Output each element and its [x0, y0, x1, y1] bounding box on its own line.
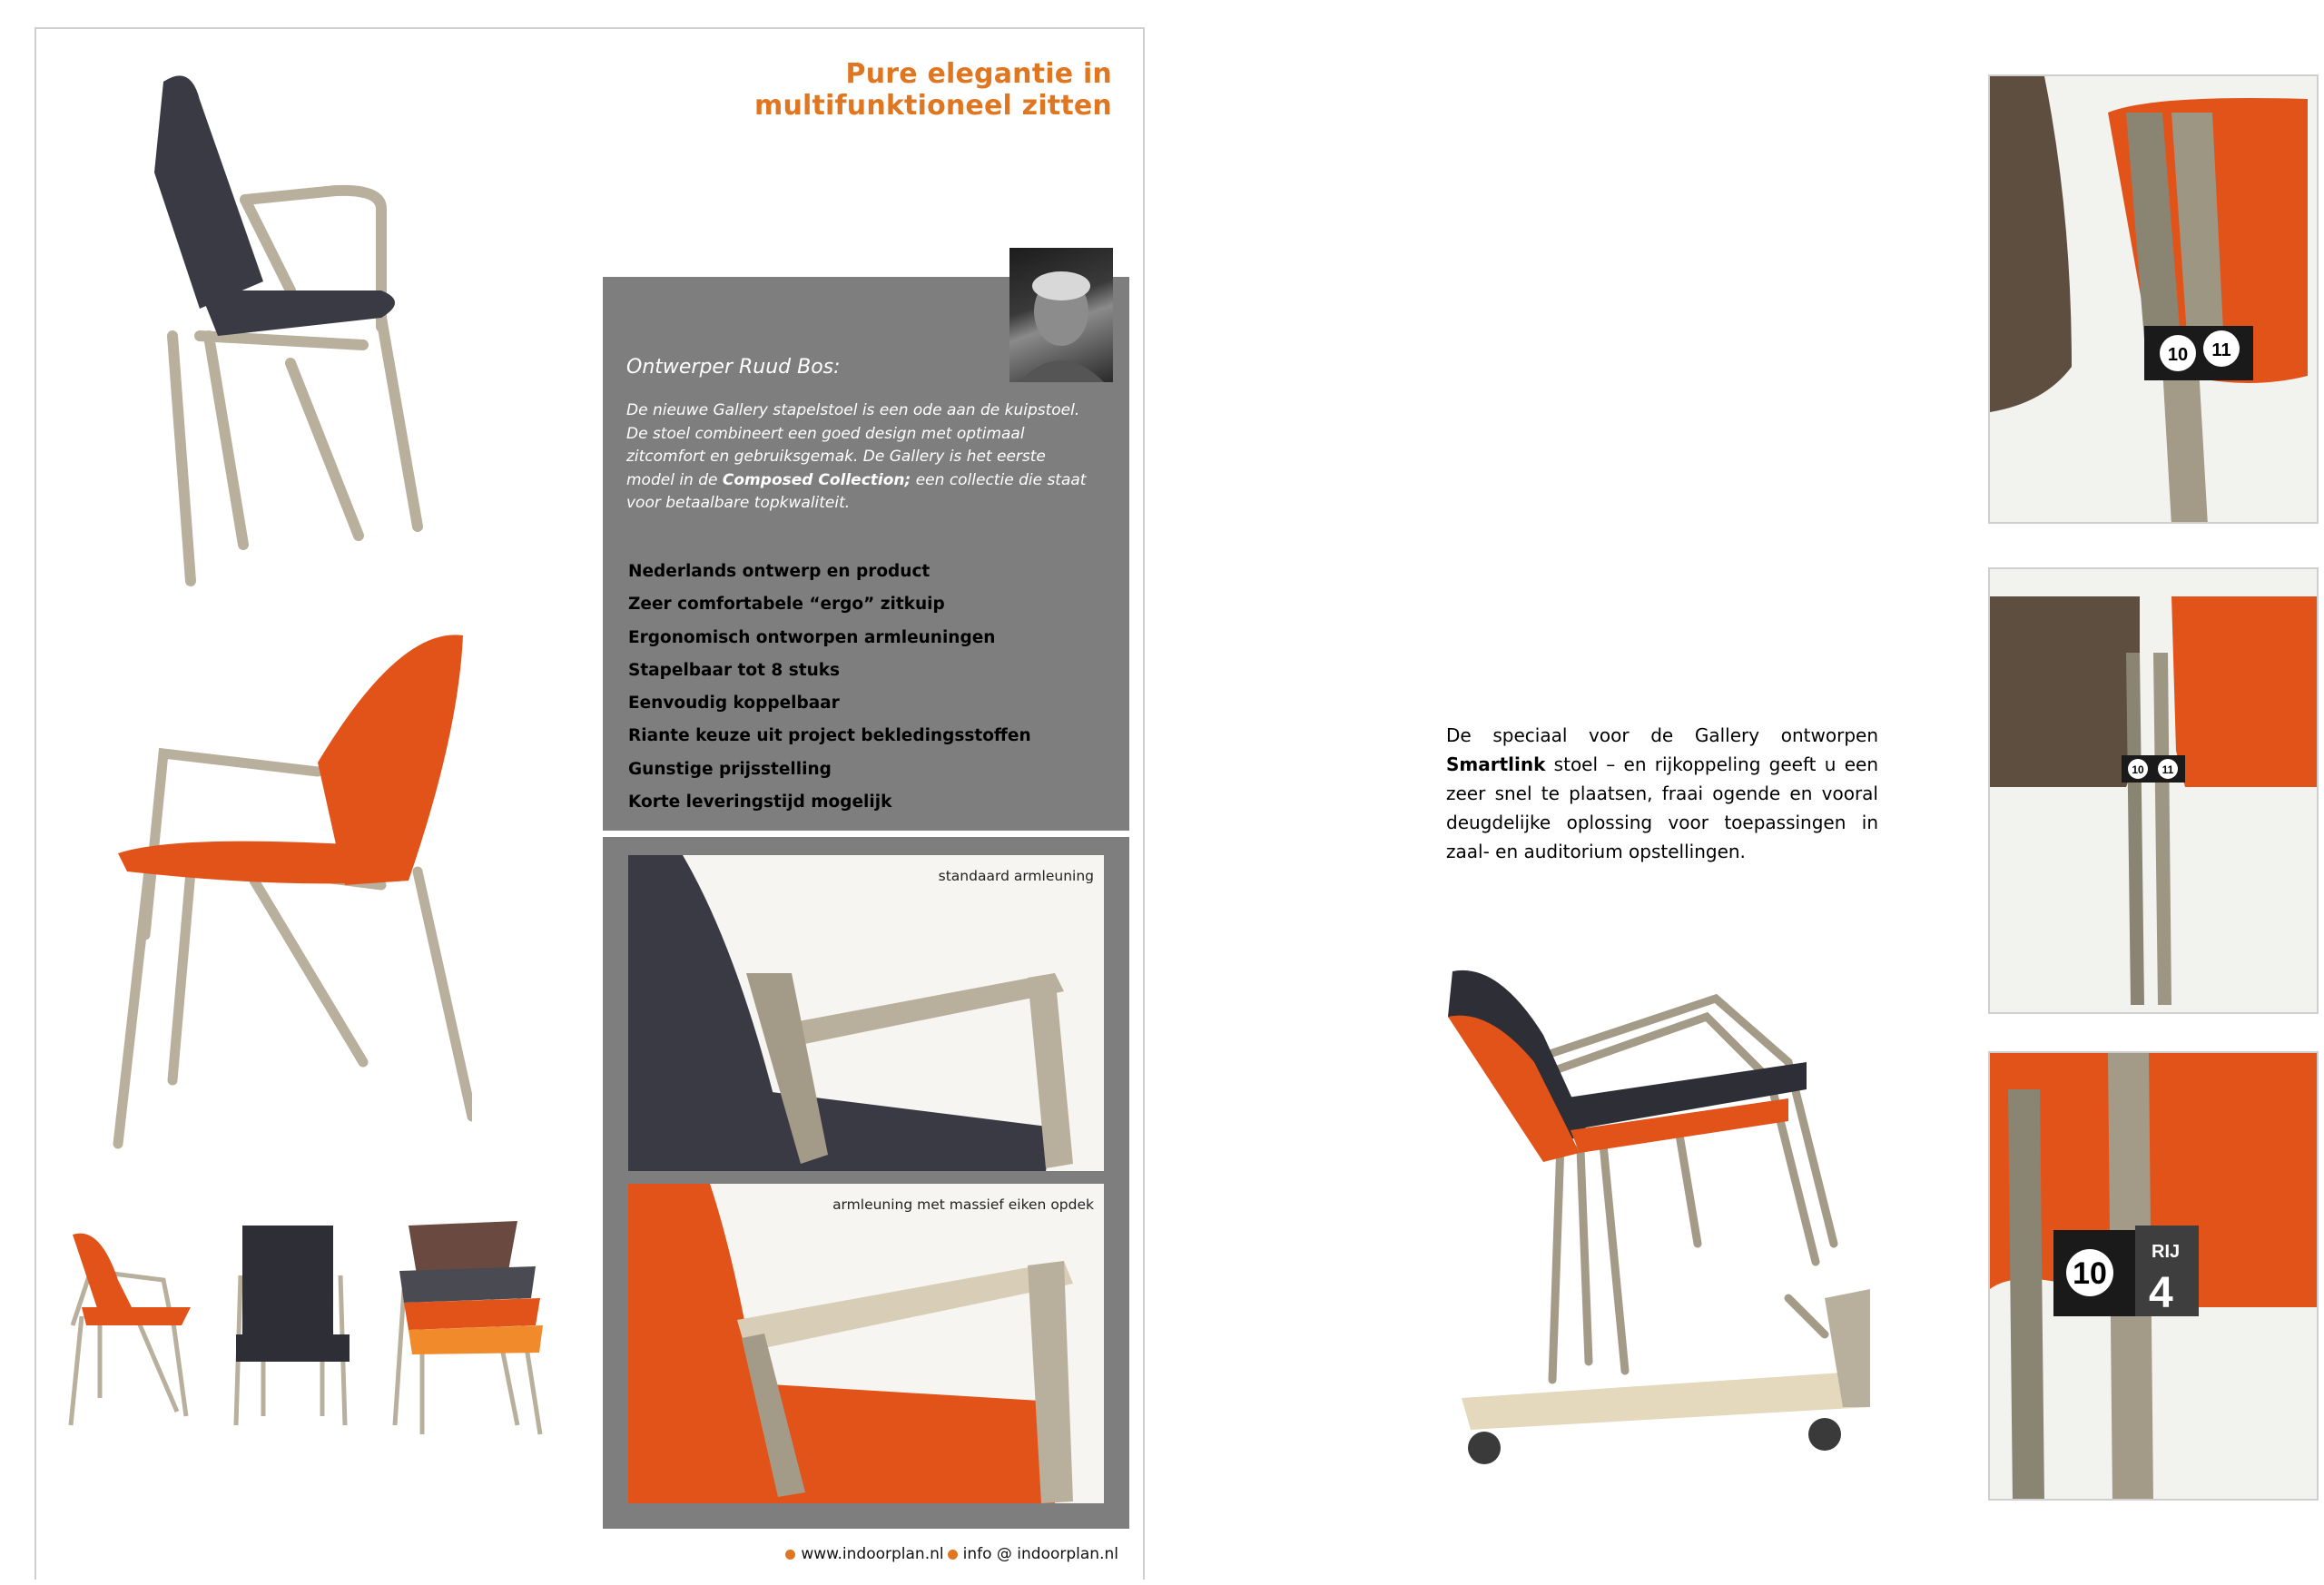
caption-standard-armrest: standaard armleuning: [938, 868, 1094, 884]
designer-portrait: [1009, 248, 1113, 382]
page-title: Pure elegantie in multifunktioneel zitten: [754, 58, 1112, 122]
footer-contact: [781, 1545, 1118, 1563]
armrest-oak-photo: [628, 1184, 1104, 1503]
smartlink-description: De speciaal voor de Gallery ontworpen Smartlink stoel – en rijkoppeling geeft u een zeer snel te plaatsen, fraai ogende en vooral deugdelijke oplossing voor toepassingen in zaal- en auditorium opstellingen.: [1446, 724, 1878, 862]
seat-number-badge: 11: [2211, 340, 2231, 360]
smartlink-closeup-photo-2: [1988, 567, 2319, 1014]
chair-small-stack-photo: [381, 1216, 554, 1443]
chair-dark-photo: [109, 64, 490, 590]
designer-description: De nieuwe Gallery stapelstoel is een ode aan de kuipstoel. De stoel combineert een goed design met optimaal zitcomfort en gebruiksgemak. De Gallery is het eerste model in de Composed Collection; een collectie die staat voor betaalbare topkwaliteit.: [626, 401, 1087, 512]
smartlink-closeup-photo-1: [1988, 74, 2319, 524]
feature-item: Riante keuze uit project bekledingsstoffen: [628, 726, 1031, 746]
feature-item: Nederlands ontwerp en product: [628, 562, 931, 581]
chair-small-orange-photo: [64, 1216, 200, 1434]
row-badge-closeup-photo: [1988, 1051, 2319, 1501]
row-label: RIJ: [2152, 1242, 2181, 1262]
designer-heading: Ontwerper Ruud Bos:: [626, 356, 841, 379]
bullet-icon: [948, 1550, 958, 1560]
footer-website-link[interactable]: www.indoorplan.nl: [801, 1545, 944, 1563]
chair-orange-photo: [109, 626, 472, 1162]
bullet-icon: [785, 1550, 795, 1560]
row-number: 4: [2149, 1269, 2173, 1317]
stacked-chairs-trolley-photo: [1443, 953, 1906, 1480]
feature-item: Korte leveringstijd mogelijk: [628, 792, 892, 812]
footer-email-link[interactable]: info @ indoorplan.nl: [962, 1545, 1118, 1563]
feature-item: Stapelbaar tot 8 stuks: [628, 660, 841, 680]
seat-number-badge: 10: [2167, 345, 2189, 365]
feature-item: Zeer comfortabele “ergo” zitkuip: [628, 595, 945, 615]
feature-list: [628, 556, 1118, 819]
caption-oak-armrest: armleuning met massief eiken opdek: [832, 1196, 1094, 1213]
seat-number-badge: 11: [2162, 763, 2174, 776]
feature-item: Eenvoudig koppelbaar: [628, 694, 840, 714]
feature-item: Gunstige prijsstelling: [628, 759, 832, 779]
seat-number-badge: 10: [2132, 763, 2144, 776]
armrest-standard-photo: [628, 855, 1104, 1171]
feature-item: Ergonomisch ontworpen armleuningen: [628, 627, 996, 647]
seat-number-badge: 10: [2073, 1256, 2107, 1291]
chair-small-dark-photo: [222, 1221, 359, 1439]
